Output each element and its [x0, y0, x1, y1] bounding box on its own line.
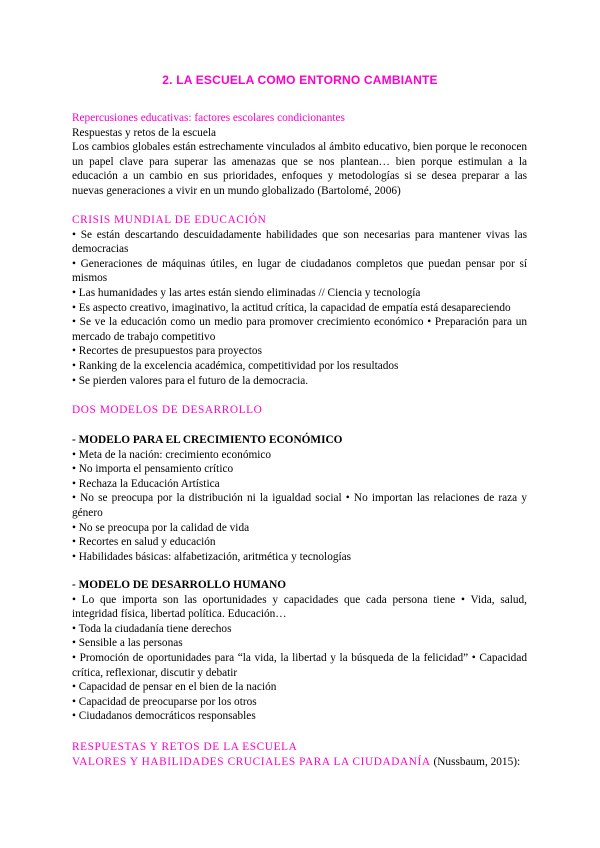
- intro-section: [72, 111, 527, 199]
- intro-heading: Repercusiones educativas: factores escolares condicionantes: [72, 112, 345, 124]
- closing-heading-2-line: [72, 755, 527, 770]
- list-item: • Meta de la nación: crecimiento económico: [72, 448, 272, 461]
- list-item: • Se están descartando descuidadamente habilidades que son necesarias para mantener vivas las democracias: [72, 228, 527, 256]
- list-item: • Ciudadanos democráticos responsables: [72, 710, 256, 723]
- human-model-title: - MODELO DE DESARROLLO HUMANO: [72, 579, 287, 591]
- models-heading-block: [72, 403, 527, 418]
- closing-section: [72, 740, 527, 769]
- list-item: • Promoción de oportunidades para “la vida, la libertad y la búsqueda de la felicidad” • Capacidad crítica, reflexionar, discutir y debatir: [72, 651, 527, 679]
- crisis-section: [72, 213, 527, 388]
- intro-subheading: Respuestas y retos de la escuela: [72, 126, 216, 139]
- models-heading: DOS MODELOS DE DESARROLLO: [72, 404, 263, 416]
- list-item: • Las humanidades y las artes están siendo eliminadas // Ciencia y tecnología: [72, 286, 421, 299]
- list-item: • Generaciones de máquinas útiles, en lugar de ciudadanos completos que puedan pensar por sí mismos: [72, 257, 527, 285]
- economic-model-section: [72, 433, 527, 564]
- list-item: • Lo que importa son las oportunidades y capacidades que cada persona tiene • Vida, salud, integridad física, libertad política. Educación…: [72, 593, 527, 621]
- intro-paragraph: Los cambios globales están estrechamente vinculados al ámbito educativo, bien porque le reconocen un papel clave para superar las amenazas que se nos plantean… bien porque estimulan a la educación a un cambio en sus prioridades, enfoques y metodologías si se desea preparar a las nuevas generaciones a vivir en un mundo globalizado (Bartolomé, 2006): [72, 141, 527, 197]
- list-item: • Es aspecto creativo, imaginativo, la actitud crítica, la capacidad de empatía está desapareciendo: [72, 301, 511, 314]
- list-item: • No importa el pensamiento crítico: [72, 463, 234, 476]
- section-title: 2. LA ESCUELA COMO ENTORNO CAMBIANTE: [162, 73, 438, 87]
- list-item: • No se preocupa por la calidad de vida: [72, 521, 250, 534]
- list-item: • Recortes de presupuestos para proyectos: [72, 345, 262, 358]
- list-item: • Toda la ciudadanía tiene derechos: [72, 622, 232, 635]
- list-item: • Habilidades básicas: alfabetización, aritmética y tecnologías: [72, 550, 352, 563]
- list-item: • Recortes en salud y educación: [72, 536, 216, 549]
- list-item: • Capacidad de preocuparse por los otros: [72, 695, 257, 708]
- list-item: • Se ve la educación como un medio para promover crecimiento económico • Preparación para un mercado de trabajo competitivo: [72, 316, 527, 343]
- economic-model-title: - MODELO PARA EL CRECIMIENTO ECONÓMICO: [72, 434, 343, 446]
- list-item: • Sensible a las personas: [72, 637, 183, 650]
- human-model-section: [72, 578, 527, 724]
- closing-heading-1: RESPUESTAS Y RETOS DE LA ESCUELA: [72, 741, 298, 753]
- list-item: • Ranking de la excelencia académica, competitividad por los resultados: [72, 359, 399, 372]
- closing-citation: (Nussbaum, 2015):: [430, 755, 521, 768]
- list-item: • Se pierden valores para el futuro de la democracia.: [72, 374, 309, 387]
- closing-heading-2: VALORES Y HABILIDADES CRUCIALES PARA LA CIUDADANÍA: [72, 755, 431, 768]
- list-item: • Rechaza la Educación Artística: [72, 477, 220, 490]
- crisis-heading: CRISIS MUNDIAL DE EDUCACIÓN: [72, 214, 267, 226]
- list-item: • Capacidad de pensar en el bien de la nación: [72, 681, 277, 694]
- list-item: • No se preocupa por la distribución ni la igualdad social • No importan las relaciones de raza y género: [72, 492, 527, 519]
